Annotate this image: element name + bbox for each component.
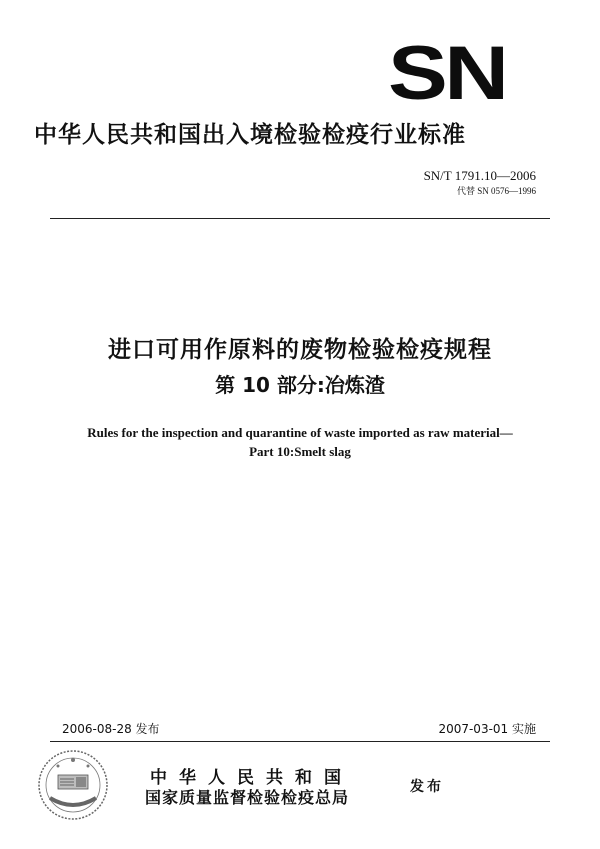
standard-code: SN/T 1791.10—2006 [423,168,536,183]
organization-title: 中华人民共和国出入境检验检疫行业标准 [34,122,466,148]
document-subtitle-cn: 第 10 部分:冶炼渣 [215,373,385,397]
document-subtitle-en: Part 10:Smelt slag [249,444,351,459]
issue-date: 2006-08-28 发布 [62,722,160,736]
document-title-en: Rules for the inspection and quarantine of waste imported as raw material— [87,425,513,440]
issuer-agency: 国家质量监督检验检疫总局 [145,788,350,807]
publish-label: 发布 [410,779,444,795]
top-divider [50,218,550,219]
replaces-note: 代替 SN 0576—1996 [456,186,536,196]
bottom-divider [50,741,550,742]
effective-date: 2007-03-01 实施 [438,722,536,736]
sn-logo: SN [388,31,506,116]
issuer-country: 中华人民共和国 [150,768,353,788]
official-seal-icon [36,748,110,822]
document-title-cn: 进口可用作原料的废物检验检疫规程 [108,337,492,363]
